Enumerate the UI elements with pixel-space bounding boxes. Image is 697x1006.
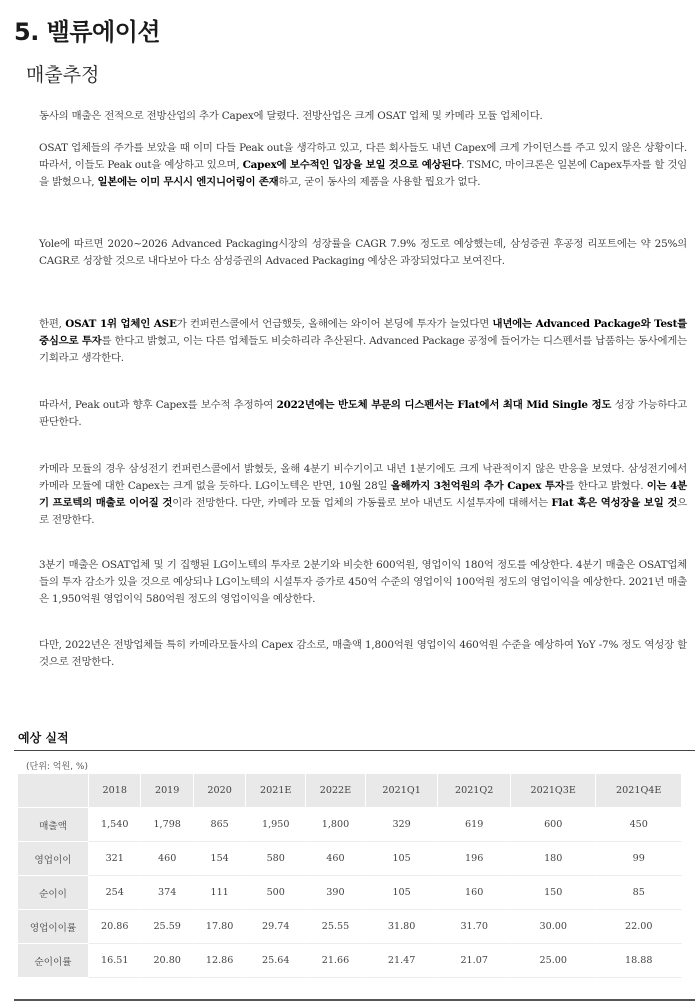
column-header: 2021Q1 (366, 774, 439, 808)
emphasis-text: 이는 4분기 프로텍의 매출로 이어질 것 (39, 480, 688, 509)
body-text: OSAT 업체들의 주가를 보았을 때 이미 다들 Peak out을 생각하고 있고, 다른 회사들도 내년 Capex에 크게 가이던스를 주고 있지 않은 상황이다. 따라서, 이들도 Peak out을 예상하고 있으며, (39, 142, 687, 171)
column-header: 2021Q4E (596, 774, 682, 808)
table-cell: 500 (246, 876, 306, 910)
body-text: 성장 가능하다고 판단한다. (39, 399, 687, 428)
row-label: 매출액 (18, 808, 89, 842)
table-cell: 329 (366, 808, 439, 842)
paragraph-dispenser-growth (27, 397, 687, 431)
row-label: 순이이 (18, 876, 89, 910)
column-header: 2019 (141, 774, 193, 808)
row-label: 영업이이률 (18, 910, 89, 944)
body-text: 으로 전망한다. (39, 497, 688, 526)
paragraph-2022-outlook (27, 637, 687, 671)
row-label: 영업이이 (18, 842, 89, 876)
table-cell: 374 (141, 876, 193, 910)
column-header: 2021E (246, 774, 306, 808)
body-text: 를 한다고 밝혔다. (564, 480, 647, 492)
table-cell: 1,800 (306, 808, 366, 842)
table-cell: 85 (596, 876, 682, 910)
body-text: 를 한다고 밝혔고, 이는 다른 업체들도 비슷하리라 추산된다. Advanced Package 공정에 들어가는 디스펜서를 납품하는 동사에게는 기회라고 생각한다. (39, 335, 687, 364)
table-cell: 1,798 (141, 808, 193, 842)
table-row (18, 944, 682, 978)
body-text: 카메라 모듈의 경우 삼성전기 컨퍼런스콜에서 밝혔듯, 올해 4분기 비수기이고 내년 1분기에도 크게 낙관적이지 않은 반응을 보였다. 삼성전기에서 카메라 모듈에 대한 Capex는 크게 없을 듯하다. LG이노텍은 반면, 10월 28일 (39, 463, 687, 492)
table-cell: 180 (511, 842, 596, 876)
table-cell: 321 (89, 842, 141, 876)
table-cell: 150 (511, 876, 596, 910)
body-text: Yole에 따르면 2020~2026 Advanced Packaging시장의 성장률을 CAGR 7.9% 정도로 예상했는데, 삼성증권 후공정 리포트에는 약 25%의 CAGR로 성장할 것으로 내다보아 다소 삼성증권의 Advaced Packaging 예상은 과장되었다고 보여진다. (39, 238, 687, 267)
table-cell: 865 (194, 808, 246, 842)
table-cell: 619 (438, 808, 511, 842)
body-text: . TSMC, 마이크론은 일본에 Capex투자를 할 것임을 밝혔으나, (39, 159, 687, 188)
table-cell: 600 (511, 808, 596, 842)
table-cell: 25.00 (511, 944, 596, 978)
table-row (18, 910, 682, 944)
body-text: 다만, 2022년은 전방업체들 특히 카메라모듈사의 Capex 감소로, 매출액 1,800억원 영업이익 460억원 수준을 예상하여 YoY -7% 정도 역성장 할 것으로 전망한다. (39, 639, 687, 668)
table-cell: 460 (306, 842, 366, 876)
paragraph-intro (27, 108, 687, 125)
table-cell: 580 (246, 842, 306, 876)
body-text: 3분기 매출은 OSAT업체 및 기 집행된 LG이노텍의 투자로 2분기와 비슷한 600억원, 영업이익 180억 정도를 예상한다. 4분기 매출은 OSAT업체들의 투자 감소가 있을 것으로 예상되나 LG이노텍의 시설투자 증가로 450억 수준의 영업이익 100억원 정도의 영업이익을 예상한다. 2021년 매출은 1,950억원 영업이익 580억원 정도의 영업이익을 예상한다. (39, 559, 687, 605)
body-text: 하고, 굳이 동사의 제품을 사용할 뭡요가 없다. (278, 176, 481, 188)
table-cell: 17.80 (194, 910, 246, 944)
table-cell: 450 (596, 808, 682, 842)
table-cell: 21.66 (306, 944, 366, 978)
paragraph-camera-module (27, 461, 687, 529)
emphasis-text: Flat 혹은 역성장을 보일 것 (551, 497, 678, 509)
body-text: 따라서, Peak out과 향후 Capex를 보수적 추정하여 (39, 399, 277, 411)
table-row (18, 842, 682, 876)
paragraph-ase-investment (27, 316, 687, 367)
table-cell: 31.80 (366, 910, 439, 944)
table-title: 예상 실적 (18, 731, 69, 745)
table-cell: 105 (366, 842, 439, 876)
body-text: 가 컨퍼런스콜에서 언급했듯, 올해에는 와이어 본딩에 투자가 늘었다면 (176, 318, 493, 330)
table-cell: 154 (194, 842, 246, 876)
section-heading: 5. 밸류에이션 (14, 18, 161, 46)
table-cell: 1,540 (89, 808, 141, 842)
emphasis-text: 2022년에는 반도체 부문의 디스펜서는 Flat에서 최대 Mid Single 정도 (276, 399, 612, 411)
subsection-heading: 매출추정 (26, 64, 100, 86)
emphasis-text: Capex에 보수적인 입장을 보일 것으로 예상된다 (242, 159, 462, 171)
column-header: 2020 (194, 774, 246, 808)
header-corner-cell (18, 774, 89, 808)
table-cell: 12.86 (194, 944, 246, 978)
emphasis-text: 올해까지 3천억원의 추가 Capex 투자 (390, 480, 565, 492)
table-header-row (18, 774, 682, 808)
table-cell: 30.00 (511, 910, 596, 944)
row-label: 순이이률 (18, 944, 89, 978)
table-cell: 29.74 (246, 910, 306, 944)
table-cell: 16.51 (89, 944, 141, 978)
table-cell: 31.70 (438, 910, 511, 944)
table-cell: 21.47 (366, 944, 439, 978)
table-row (18, 876, 682, 910)
column-header: 2018 (89, 774, 141, 808)
emphasis-text: OSAT 1위 업체인 ASE (65, 318, 177, 330)
table-cell: 99 (596, 842, 682, 876)
table-cell: 25.64 (246, 944, 306, 978)
column-header: 2021Q3E (511, 774, 596, 808)
table-cell: 20.80 (141, 944, 193, 978)
table-cell: 21.07 (438, 944, 511, 978)
column-header: 2021Q2 (438, 774, 511, 808)
table-cell: 460 (141, 842, 193, 876)
body-text: 동사의 매출은 전적으로 전방산업의 추가 Capex에 달렸다. 전방산업은 크게 OSAT 업체 및 카메라 모듈 업체이다. (39, 110, 543, 122)
table-cell: 111 (194, 876, 246, 910)
table-cell: 22.00 (596, 910, 682, 944)
table-cell: 25.55 (306, 910, 366, 944)
table-cell: 18.88 (596, 944, 682, 978)
paragraph-yole-forecast (27, 236, 687, 270)
table-cell: 196 (438, 842, 511, 876)
earnings-forecast-table (18, 774, 682, 978)
paragraph-osat-outlook (27, 140, 687, 191)
table-unit-note: (단위: 억원, %) (26, 762, 88, 772)
table-cell: 25.59 (141, 910, 193, 944)
table-cell: 105 (366, 876, 439, 910)
table-cell: 1,950 (246, 808, 306, 842)
column-header: 2022E (306, 774, 366, 808)
table-cell: 254 (89, 876, 141, 910)
emphasis-text: 내년에는 Advanced Package와 Test를 중심으로 투자 (39, 318, 688, 347)
table-row (18, 808, 682, 842)
paragraph-quarterly-estimate (27, 557, 687, 608)
body-text: 이라 전망한다. 다만, 카메라 모듈 업체의 가동률로 보아 내년도 시설투자에 대해서는 (172, 497, 552, 509)
table-cell: 390 (306, 876, 366, 910)
table-cell: 160 (438, 876, 511, 910)
footer-divider (14, 999, 695, 1001)
body-text: 한편, (39, 318, 66, 330)
emphasis-text: 일본에는 이미 무시시 엔지니어링이 존재 (97, 176, 279, 188)
title-divider (14, 750, 695, 751)
table-cell: 20.86 (89, 910, 141, 944)
